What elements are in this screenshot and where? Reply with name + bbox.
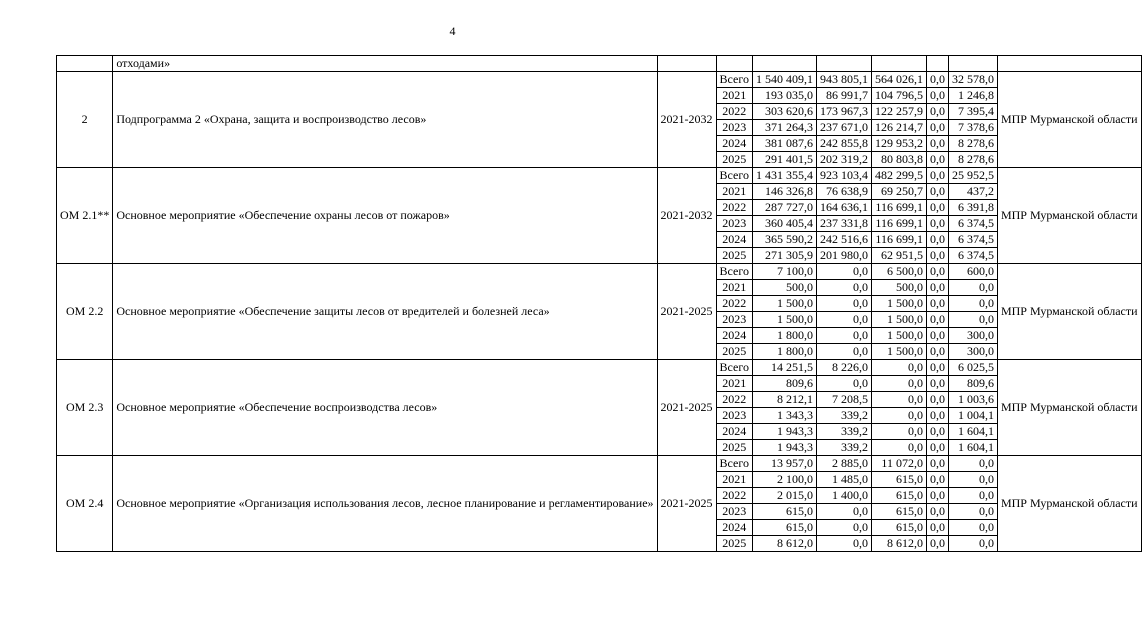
- year-cell: 2025: [716, 344, 752, 360]
- amount-cell: 0,0: [816, 504, 871, 520]
- amount-cell: 8 278,6: [948, 136, 997, 152]
- amount-cell: 0,0: [926, 472, 948, 488]
- year-cell: Всего: [716, 72, 752, 88]
- amount-cell: 0,0: [926, 328, 948, 344]
- item-period: 2021-2025: [657, 264, 716, 360]
- table-row: [57, 168, 1142, 184]
- amount-cell: 0,0: [948, 312, 997, 328]
- amount-cell: 0,0: [926, 488, 948, 504]
- responsible-executor: МПР Мурманской области: [997, 72, 1141, 168]
- year-cell: 2024: [716, 136, 752, 152]
- continuation-text: отходами»: [113, 56, 657, 72]
- amount-cell: 242 516,6: [816, 232, 871, 248]
- amount-cell: 615,0: [752, 520, 816, 536]
- amount-cell: 0,0: [816, 520, 871, 536]
- amount-cell: 1 485,0: [816, 472, 871, 488]
- amount-cell: 1 004,1: [948, 408, 997, 424]
- amount-cell: 0,0: [926, 104, 948, 120]
- amount-cell: 193 035,0: [752, 88, 816, 104]
- amount-cell: 615,0: [871, 504, 926, 520]
- item-period: 2021-2025: [657, 360, 716, 456]
- amount-cell: 291 401,5: [752, 152, 816, 168]
- amount-cell: 25 952,5: [948, 168, 997, 184]
- amount-cell: 0,0: [948, 488, 997, 504]
- amount-cell: 104 796,5: [871, 88, 926, 104]
- amount-cell: 0,0: [926, 120, 948, 136]
- amount-cell: 1 500,0: [752, 296, 816, 312]
- amount-cell: 437,2: [948, 184, 997, 200]
- amount-cell: 0,0: [816, 376, 871, 392]
- amount-cell: 116 699,1: [871, 200, 926, 216]
- amount-cell: 8 278,6: [948, 152, 997, 168]
- amount-cell: 0,0: [871, 360, 926, 376]
- amount-cell: 86 991,7: [816, 88, 871, 104]
- amount-cell: 1 431 355,4: [752, 168, 816, 184]
- table-row: [57, 72, 1142, 88]
- amount-cell: 615,0: [752, 504, 816, 520]
- item-index: ОМ 2.3: [57, 360, 113, 456]
- amount-cell: 14 251,5: [752, 360, 816, 376]
- amount-cell: 365 590,2: [752, 232, 816, 248]
- responsible-executor: МПР Мурманской области: [997, 168, 1141, 264]
- amount-cell: 0,0: [926, 264, 948, 280]
- amount-cell: 0,0: [948, 504, 997, 520]
- amount-cell: 339,2: [816, 424, 871, 440]
- amount-cell: 32 578,0: [948, 72, 997, 88]
- amount-cell: 7 208,5: [816, 392, 871, 408]
- amount-cell: 0,0: [926, 536, 948, 552]
- amount-cell: 6 374,5: [948, 248, 997, 264]
- amount-cell: 0,0: [926, 376, 948, 392]
- amount-cell: 0,0: [926, 440, 948, 456]
- item-description: Основное мероприятие «Обеспечение воспроизводства лесов»: [113, 360, 657, 456]
- year-cell: 2021: [716, 376, 752, 392]
- amount-cell: 0,0: [948, 280, 997, 296]
- amount-cell: 482 299,5: [871, 168, 926, 184]
- year-cell: 2024: [716, 232, 752, 248]
- amount-cell: 564 026,1: [871, 72, 926, 88]
- amount-cell: 6 374,5: [948, 216, 997, 232]
- amount-cell: 0,0: [926, 344, 948, 360]
- amount-cell: 237 331,8: [816, 216, 871, 232]
- amount-cell: 6 025,5: [948, 360, 997, 376]
- amount-cell: 69 250,7: [871, 184, 926, 200]
- year-cell: 2024: [716, 520, 752, 536]
- table-row: [57, 360, 1142, 376]
- amount-cell: 8 612,0: [752, 536, 816, 552]
- amount-cell: 0,0: [926, 152, 948, 168]
- item-index: 2: [57, 72, 113, 168]
- amount-cell: 201 980,0: [816, 248, 871, 264]
- amount-cell: 339,2: [816, 408, 871, 424]
- amount-cell: 500,0: [871, 280, 926, 296]
- amount-cell: 0,0: [948, 536, 997, 552]
- year-cell: 2022: [716, 488, 752, 504]
- year-cell: 2023: [716, 120, 752, 136]
- amount-cell: 1 943,3: [752, 424, 816, 440]
- amount-cell: 1 400,0: [816, 488, 871, 504]
- amount-cell: 0,0: [948, 520, 997, 536]
- amount-cell: 271 305,9: [752, 248, 816, 264]
- amount-cell: 0,0: [871, 408, 926, 424]
- item-description: Подпрограмма 2 «Охрана, защита и воспроизводство лесов»: [113, 72, 657, 168]
- amount-cell: 300,0: [948, 328, 997, 344]
- year-cell: Всего: [716, 360, 752, 376]
- amount-cell: 0,0: [816, 296, 871, 312]
- item-description: Основное мероприятие «Обеспечение защиты лесов от вредителей и болезней леса»: [113, 264, 657, 360]
- amount-cell: 1 003,6: [948, 392, 997, 408]
- amount-cell: 7 378,6: [948, 120, 997, 136]
- amount-cell: 0,0: [926, 520, 948, 536]
- year-cell: 2023: [716, 216, 752, 232]
- amount-cell: 0,0: [926, 296, 948, 312]
- amount-cell: 1 604,1: [948, 424, 997, 440]
- amount-cell: 202 319,2: [816, 152, 871, 168]
- amount-cell: 164 636,1: [816, 200, 871, 216]
- amount-cell: 76 638,9: [816, 184, 871, 200]
- amount-cell: 237 671,0: [816, 120, 871, 136]
- amount-cell: 809,6: [948, 376, 997, 392]
- amount-cell: 0,0: [871, 392, 926, 408]
- amount-cell: 0,0: [926, 216, 948, 232]
- amount-cell: 8 226,0: [816, 360, 871, 376]
- responsible-executor: МПР Мурманской области: [997, 264, 1141, 360]
- amount-cell: 615,0: [871, 520, 926, 536]
- item-description: Основное мероприятие «Обеспечение охраны лесов от пожаров»: [113, 168, 657, 264]
- amount-cell: 615,0: [871, 472, 926, 488]
- amount-cell: 1 500,0: [752, 312, 816, 328]
- amount-cell: 62 951,5: [871, 248, 926, 264]
- amount-cell: 0,0: [871, 376, 926, 392]
- year-cell: 2021: [716, 280, 752, 296]
- amount-cell: 360 405,4: [752, 216, 816, 232]
- amount-cell: 1 800,0: [752, 344, 816, 360]
- item-period: 2021-2032: [657, 168, 716, 264]
- year-cell: 2025: [716, 248, 752, 264]
- amount-cell: 1 540 409,1: [752, 72, 816, 88]
- year-cell: Всего: [716, 168, 752, 184]
- amount-cell: 0,0: [926, 504, 948, 520]
- year-cell: 2025: [716, 536, 752, 552]
- amount-cell: 173 967,3: [816, 104, 871, 120]
- year-cell: 2024: [716, 424, 752, 440]
- amount-cell: 6 391,8: [948, 200, 997, 216]
- amount-cell: 0,0: [926, 72, 948, 88]
- amount-cell: 615,0: [871, 488, 926, 504]
- amount-cell: 0,0: [926, 360, 948, 376]
- amount-cell: 7 395,4: [948, 104, 997, 120]
- year-cell: 2023: [716, 504, 752, 520]
- amount-cell: 0,0: [816, 328, 871, 344]
- item-description: Основное мероприятие «Организация использования лесов, лесное планирование и регламентирование»: [113, 456, 657, 552]
- amount-cell: 0,0: [926, 232, 948, 248]
- amount-cell: 8 612,0: [871, 536, 926, 552]
- amount-cell: 943 805,1: [816, 72, 871, 88]
- amount-cell: 6 500,0: [871, 264, 926, 280]
- amount-cell: 809,6: [752, 376, 816, 392]
- item-index: ОМ 2.2: [57, 264, 113, 360]
- year-cell: 2023: [716, 408, 752, 424]
- amount-cell: 1 500,0: [871, 296, 926, 312]
- amount-cell: 11 072,0: [871, 456, 926, 472]
- amount-cell: 2 100,0: [752, 472, 816, 488]
- amount-cell: 1 500,0: [871, 344, 926, 360]
- amount-cell: 0,0: [816, 344, 871, 360]
- budget-table: [56, 55, 1142, 552]
- amount-cell: 80 803,8: [871, 152, 926, 168]
- amount-cell: 13 957,0: [752, 456, 816, 472]
- amount-cell: 0,0: [926, 136, 948, 152]
- year-cell: 2022: [716, 104, 752, 120]
- amount-cell: 0,0: [926, 312, 948, 328]
- amount-cell: 6 374,5: [948, 232, 997, 248]
- year-cell: 2025: [716, 440, 752, 456]
- amount-cell: 1 500,0: [871, 312, 926, 328]
- table-row: [57, 456, 1142, 472]
- amount-cell: 0,0: [926, 280, 948, 296]
- year-cell: 2022: [716, 392, 752, 408]
- responsible-executor: МПР Мурманской области: [997, 456, 1141, 552]
- amount-cell: 303 620,6: [752, 104, 816, 120]
- year-cell: 2025: [716, 152, 752, 168]
- amount-cell: 300,0: [948, 344, 997, 360]
- amount-cell: 122 257,9: [871, 104, 926, 120]
- amount-cell: 116 699,1: [871, 216, 926, 232]
- amount-cell: 2 015,0: [752, 488, 816, 504]
- amount-cell: 0,0: [816, 312, 871, 328]
- amount-cell: 2 885,0: [816, 456, 871, 472]
- amount-cell: 0,0: [948, 472, 997, 488]
- amount-cell: 0,0: [926, 424, 948, 440]
- amount-cell: 7 100,0: [752, 264, 816, 280]
- amount-cell: 0,0: [926, 88, 948, 104]
- amount-cell: 0,0: [926, 456, 948, 472]
- amount-cell: 0,0: [926, 168, 948, 184]
- amount-cell: 0,0: [871, 440, 926, 456]
- item-period: 2021-2025: [657, 456, 716, 552]
- amount-cell: 1 246,8: [948, 88, 997, 104]
- amount-cell: 0,0: [816, 280, 871, 296]
- continuation-row: [57, 56, 1142, 72]
- amount-cell: 287 727,0: [752, 200, 816, 216]
- amount-cell: 8 212,1: [752, 392, 816, 408]
- amount-cell: 0,0: [926, 392, 948, 408]
- amount-cell: 242 855,8: [816, 136, 871, 152]
- item-index: ОМ 2.1**: [57, 168, 113, 264]
- amount-cell: 0,0: [816, 264, 871, 280]
- amount-cell: 0,0: [871, 424, 926, 440]
- amount-cell: 0,0: [948, 456, 997, 472]
- amount-cell: 1 800,0: [752, 328, 816, 344]
- year-cell: 2022: [716, 200, 752, 216]
- amount-cell: 923 103,4: [816, 168, 871, 184]
- page-number: 4: [449, 24, 456, 38]
- amount-cell: 600,0: [948, 264, 997, 280]
- amount-cell: 0,0: [926, 248, 948, 264]
- year-cell: 2021: [716, 472, 752, 488]
- amount-cell: 0,0: [926, 184, 948, 200]
- year-cell: Всего: [716, 456, 752, 472]
- year-cell: Всего: [716, 264, 752, 280]
- year-cell: 2021: [716, 184, 752, 200]
- year-cell: 2023: [716, 312, 752, 328]
- amount-cell: 116 699,1: [871, 232, 926, 248]
- amount-cell: 126 214,7: [871, 120, 926, 136]
- amount-cell: 500,0: [752, 280, 816, 296]
- responsible-executor: МПР Мурманской области: [997, 360, 1141, 456]
- amount-cell: 339,2: [816, 440, 871, 456]
- amount-cell: 1 343,3: [752, 408, 816, 424]
- item-period: 2021-2032: [657, 72, 716, 168]
- amount-cell: 1 500,0: [871, 328, 926, 344]
- item-index: ОМ 2.4: [57, 456, 113, 552]
- amount-cell: 381 087,6: [752, 136, 816, 152]
- amount-cell: 146 326,8: [752, 184, 816, 200]
- amount-cell: 371 264,3: [752, 120, 816, 136]
- amount-cell: 0,0: [948, 296, 997, 312]
- year-cell: 2022: [716, 296, 752, 312]
- year-cell: 2021: [716, 88, 752, 104]
- table-row: [57, 264, 1142, 280]
- amount-cell: 0,0: [926, 408, 948, 424]
- amount-cell: 1 604,1: [948, 440, 997, 456]
- amount-cell: 1 943,3: [752, 440, 816, 456]
- year-cell: 2024: [716, 328, 752, 344]
- amount-cell: 0,0: [816, 536, 871, 552]
- amount-cell: 0,0: [926, 200, 948, 216]
- amount-cell: 129 953,2: [871, 136, 926, 152]
